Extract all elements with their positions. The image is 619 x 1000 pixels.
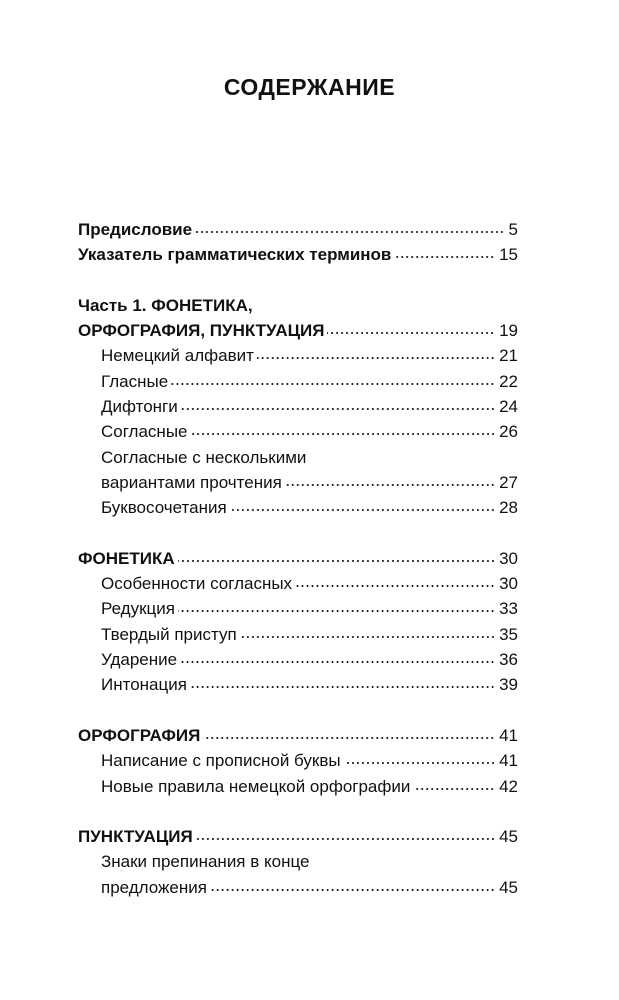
table-of-contents xyxy=(78,217,518,925)
dot-leader xyxy=(257,356,495,360)
toc-page-number: 45 xyxy=(499,877,518,897)
toc-entry-title: Согласные с несколькими xyxy=(101,447,307,467)
toc-page-number: 35 xyxy=(499,624,518,644)
toc-entry[interactable] xyxy=(78,495,518,520)
toc-entry[interactable] xyxy=(78,748,518,773)
toc-page-number: 15 xyxy=(499,245,518,265)
toc-entry[interactable] xyxy=(78,647,518,672)
dot-leader xyxy=(178,559,495,563)
dot-leader xyxy=(196,837,495,841)
toc-entry[interactable] xyxy=(78,217,518,242)
dot-leader xyxy=(171,382,495,386)
toc-section xyxy=(78,217,518,268)
toc-page-number: 36 xyxy=(499,650,518,670)
toc-entry-title: ПУНКТУАЦИЯ xyxy=(78,827,193,847)
toc-entry[interactable] xyxy=(78,824,518,849)
toc-page-number: 21 xyxy=(499,346,518,366)
toc-section xyxy=(78,723,518,799)
toc-entry-title: ОРФОГРАФИЯ, ПУНКТУАЦИЯ xyxy=(78,321,325,341)
toc-entry-title: Твердый приступ xyxy=(101,624,237,644)
toc-entry-title: Указатель грамматических терминов xyxy=(78,245,392,265)
toc-entry[interactable] xyxy=(78,445,518,496)
toc-page-number: 26 xyxy=(499,422,518,442)
toc-entry-title: ФОНЕТИКА xyxy=(78,548,175,568)
toc-section xyxy=(78,824,518,900)
toc-entry-title: Ударение xyxy=(101,650,178,670)
toc-entry-title: Буквосочетания xyxy=(101,498,227,518)
toc-page-number: 33 xyxy=(499,599,518,619)
toc-page-number: 39 xyxy=(499,675,518,695)
toc-entry[interactable] xyxy=(78,622,518,647)
dot-leader xyxy=(394,255,495,259)
toc-entry-title: Написание с прописной буквы xyxy=(101,751,341,771)
dot-leader xyxy=(191,432,496,436)
toc-entry[interactable] xyxy=(78,723,518,748)
toc-entry[interactable] xyxy=(78,293,518,344)
dot-leader xyxy=(295,584,495,588)
dot-leader xyxy=(413,787,495,791)
toc-entry-title: ОРФОГРАФИЯ xyxy=(78,725,201,745)
toc-section xyxy=(78,293,518,521)
toc-page-number: 30 xyxy=(499,574,518,594)
toc-page-number: 22 xyxy=(499,371,518,391)
toc-page-number: 24 xyxy=(499,397,518,417)
toc-entry[interactable] xyxy=(78,394,518,419)
toc-entry[interactable] xyxy=(78,369,518,394)
toc-entry[interactable] xyxy=(78,343,518,368)
dot-leader xyxy=(210,888,495,892)
toc-entry[interactable] xyxy=(78,242,518,267)
dot-leader xyxy=(195,230,504,234)
toc-entry[interactable] xyxy=(78,774,518,799)
toc-entry-title: предложения xyxy=(101,877,207,897)
toc-entry-title: Интонация xyxy=(101,675,187,695)
toc-page-number: 30 xyxy=(499,548,518,568)
toc-entry-title: Новые правила немецкой орфографии xyxy=(101,776,411,796)
toc-entry[interactable] xyxy=(78,546,518,571)
toc-entry[interactable] xyxy=(78,849,518,900)
dot-leader xyxy=(240,635,495,639)
toc-page-number: 27 xyxy=(499,472,518,492)
toc-entry[interactable] xyxy=(78,596,518,621)
toc-entry-title: Предисловие xyxy=(78,220,193,239)
toc-entry-title: Редукция xyxy=(101,599,175,619)
toc-page-number: 41 xyxy=(499,725,518,745)
toc-entry-title: Гласные xyxy=(101,371,169,391)
toc-entry-title: вариантами прочтения xyxy=(101,472,282,492)
dot-leader xyxy=(190,685,495,689)
toc-entry-title: Особенности согласных xyxy=(101,574,293,594)
toc-page-number: 28 xyxy=(499,498,518,518)
toc-section xyxy=(78,546,518,698)
toc-entry-title: Немецкий алфавит xyxy=(101,346,254,366)
dot-leader xyxy=(203,736,495,740)
page-title: СОДЕРЖАНИЕ xyxy=(223,74,396,100)
dot-leader xyxy=(181,407,495,411)
toc-entry[interactable] xyxy=(78,419,518,444)
dot-leader xyxy=(285,483,495,487)
toc-entry-title: Часть 1. ФОНЕТИКА, xyxy=(78,295,253,315)
dot-leader xyxy=(230,508,495,512)
toc-page-number: 19 xyxy=(499,321,518,341)
toc-page-number: 41 xyxy=(499,751,518,771)
toc-entry[interactable] xyxy=(78,571,518,596)
toc-page-number: 5 xyxy=(508,220,518,239)
toc-page-number: 42 xyxy=(499,776,518,796)
toc-page-number: 45 xyxy=(499,827,518,847)
dot-leader xyxy=(180,660,495,664)
dot-leader xyxy=(327,331,495,335)
toc-entry-title: Дифтонги xyxy=(101,397,178,417)
dot-leader xyxy=(178,609,495,613)
toc-entry-title: Знаки препинания в конце xyxy=(101,852,310,872)
dot-leader xyxy=(344,761,495,765)
toc-entry[interactable] xyxy=(78,672,518,697)
toc-entry-title: Согласные xyxy=(101,422,188,442)
